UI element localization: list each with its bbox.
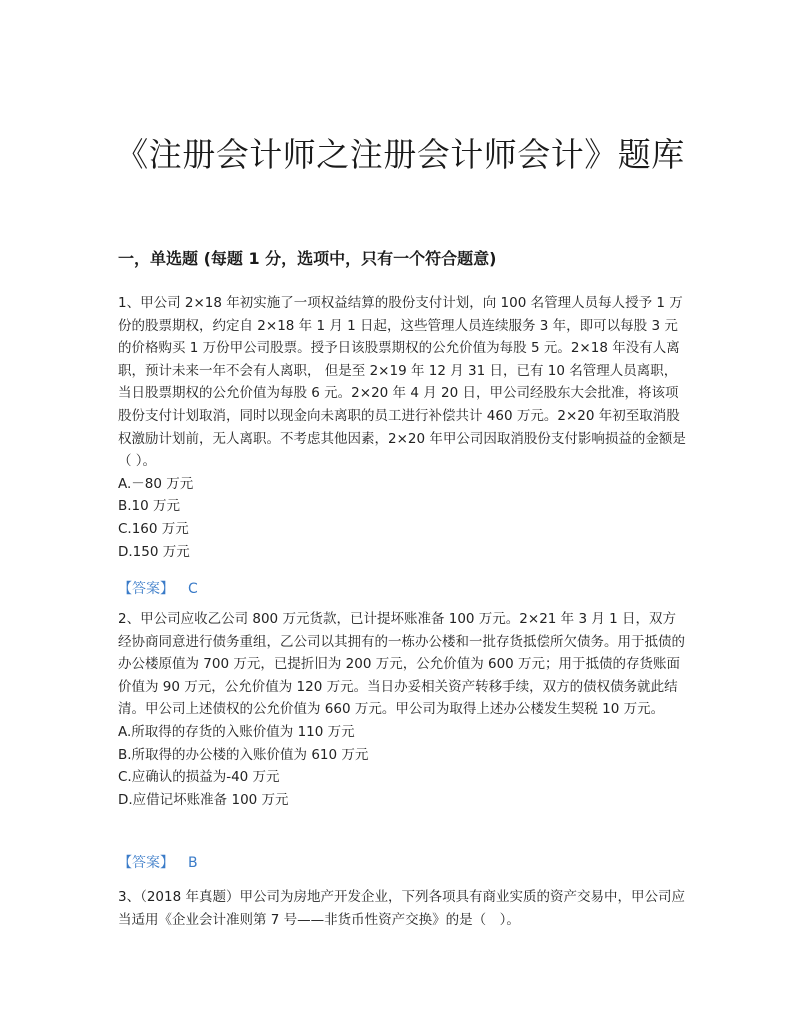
option-c: C.160 万元 — [118, 520, 189, 537]
question-stem: 1、甲公司 2×18 年初实施了一项权益结算的股份支付计划，向 100 名管理人员每人授予 1 万份的股票期权，约定自 2×18 年 1 月 1 日起，这些管理人员连续服务 3 年，即可以每股 3 元的价格购买 1 万份甲公司股票。授予日该股票期权的公允价值为每股 5 元。2×18 年没有人离职，预计未来一年不会有人离职， 但是至 2×19 年 12 月 31 日，已有 10 名管理人员离职，当日股票期权的公允价值为每股 6 元。2×20 年 4 月 20 日，甲公司经股东大会批准，将该项股份支付计划取消，同时以现金向未离职的员工进行补偿共计 460 万元。2×20 年初至取消股权激励计划前，无人离职。不考虑其他因素，2×20 年甲公司因取消股份支付影响损益的金额是（ ）。 — [118, 295, 686, 470]
question-1 — [118, 292, 686, 563]
answer-line — [118, 578, 198, 598]
option-a: A.所取得的存货的入账价值为 110 万元 — [118, 723, 355, 740]
option-d: D.应借记坏账准备 100 万元 — [118, 791, 289, 808]
answer-label: 【答案】 — [118, 581, 174, 597]
option-b: B.所取得的办公楼的入账价值为 610 万元 — [118, 746, 369, 763]
option-d: D.150 万元 — [118, 543, 190, 560]
question-2 — [118, 608, 686, 811]
answer-value: C — [188, 581, 198, 597]
option-list — [118, 473, 686, 563]
question-3 — [118, 886, 686, 931]
option-b: B.10 万元 — [118, 498, 181, 515]
option-a: A.－80 万元 — [118, 475, 194, 492]
answer-label: 【答案】 — [118, 855, 174, 871]
option-list — [118, 721, 686, 811]
section-heading: 一，单选题 (每题 1 分，选项中，只有一个符合题意) — [118, 249, 497, 268]
question-stem: 2、甲公司应收乙公司 800 万元货款，已计提坏账准备 100 万元。2×21 年 3 月 1 日，双方经协商同意进行债务重组，乙公司以其拥有的一栋办公楼和一批存货抵偿所欠债务。用于抵债的办公楼原值为 700 万元，已提折旧为 200 万元，公允价值为 600 万元；用于抵债的存货账面价值为 90 万元，公允价值为 120 万元。当日办妥相关资产转移手续，双方的债权债务就此结清。甲公司上述债权的公允价值为 660 万元。甲公司为取得上述办公楼发生契税 10 万元。 — [118, 611, 685, 718]
document-title: 《注册会计师之注册会计师会计》题库 — [115, 135, 685, 175]
option-c: C.应确认的损益为-40 万元 — [118, 769, 280, 786]
question-stem: 3、（2018 年真题）甲公司为房地产开发企业，下列各项具有商业实质的资产交易中，甲公司应当适用《企业会计准则第 7 号——非货币性资产交换》的是（ ）。 — [118, 889, 685, 928]
answer-value: B — [188, 855, 198, 871]
answer-line — [118, 852, 198, 872]
